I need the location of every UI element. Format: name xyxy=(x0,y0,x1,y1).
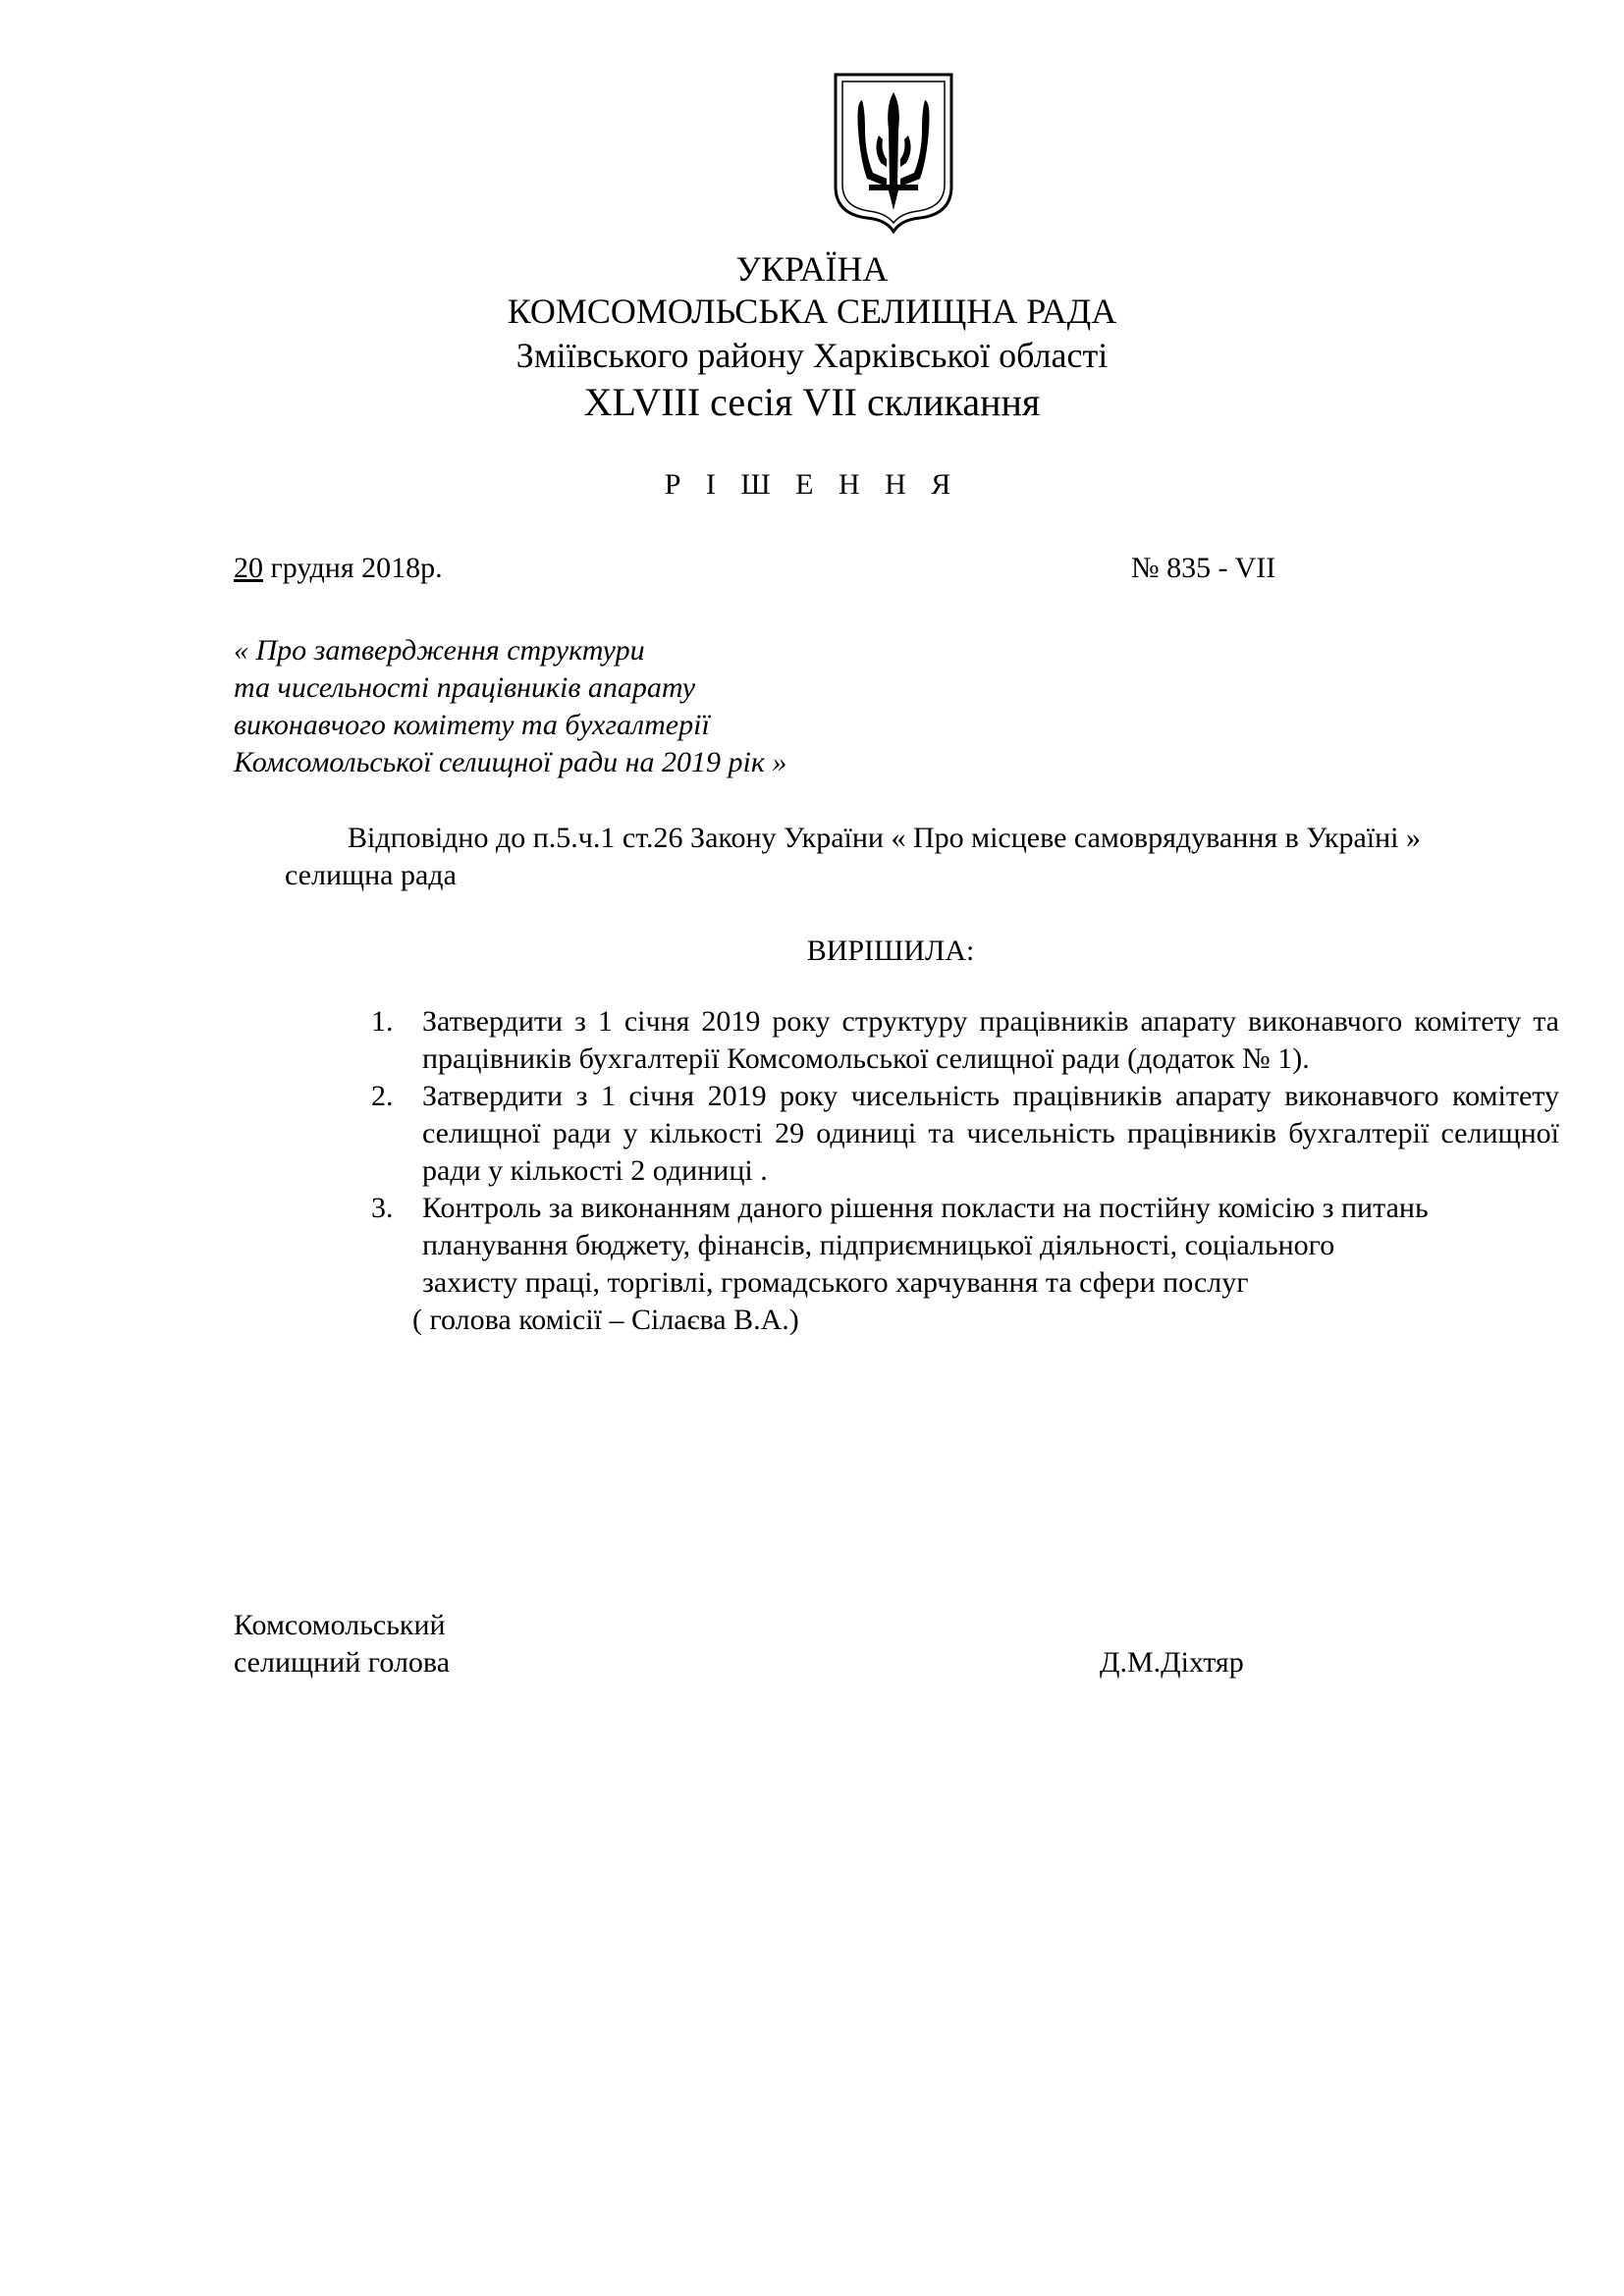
signatory-name: Д.М.Діхтяр xyxy=(1100,1646,1244,1679)
header-country: УКРАЇНА xyxy=(735,249,889,289)
signatory-title-line: селищний голова xyxy=(234,1646,451,1679)
subject-line: Комсомольської селищної ради на 2019 рік » xyxy=(234,746,787,778)
resolution-item xyxy=(371,1190,1559,1302)
item-text: Затвердити з 1 січня 2019 року структуру працівників апарату виконавчого комітету та працівників бухгалтерії Комсомольської селищної ради (додаток № 1). xyxy=(422,1005,1559,1075)
resolved-heading: ВИРІШИЛА: xyxy=(806,934,975,967)
item-number: 1. xyxy=(371,1005,394,1038)
item-text: Контроль за виконанням даного рішення покласти на постійну комісію з питань xyxy=(422,1192,1429,1224)
item-text: планування бюджету, фінансів, підприємницької діяльності, соціального xyxy=(422,1229,1335,1261)
header-council: КОМСОМОЛЬСЬКА СЕЛИЩНА РАДА xyxy=(507,292,1117,331)
document-title: Р І Ш Е Н Н Я xyxy=(664,468,960,501)
subject-line: та чисельності працівників апарату xyxy=(234,671,696,704)
item-text: Затвердити з 1 січня 2019 року чисельність працівників апарату виконавчого комітету селищної ради у кількості 29 одиниці та чисельність працівників бухгалтерії селищної ради у кількості 2 одиниці . xyxy=(422,1080,1559,1187)
resolution-item xyxy=(371,1078,1559,1190)
decision-subject xyxy=(234,632,786,781)
resolution-item xyxy=(371,1003,1559,1078)
header-district: Зміївського району Харківської області xyxy=(515,336,1109,375)
decision-date-day: 20 xyxy=(234,552,263,584)
preamble-line: Відповідно до п.5.ч.1 ст.26 Закону України « Про місцеве самоврядування в Україні » xyxy=(348,822,1422,854)
subject-line: « Про затвердження структури xyxy=(234,634,645,667)
item-number: 2. xyxy=(371,1080,394,1112)
item-number: 3. xyxy=(371,1192,394,1224)
preamble xyxy=(285,820,1571,894)
header-session: XLVIII сесія VII скликання xyxy=(583,380,1041,424)
preamble-line: селищна рада xyxy=(285,859,457,891)
decision-date-rest: грудня 2018р. xyxy=(263,552,443,584)
signatory-title xyxy=(234,1607,450,1682)
committee-chair: ( голова комісії – Сілаєва В.А.) xyxy=(412,1304,799,1336)
signatory-title-line: Комсомольський xyxy=(234,1609,446,1641)
subject-line: виконавчого комітету та бухгалтерії xyxy=(234,709,710,741)
resolution-items xyxy=(371,1003,1559,1339)
decision-date xyxy=(234,550,443,587)
coat-of-arms-trident-icon xyxy=(830,71,957,234)
item-text: захисту праці, торгівлі, громадського харчування та сфери послуг xyxy=(422,1266,1249,1299)
decision-number: № 835 - VII xyxy=(1131,552,1276,584)
